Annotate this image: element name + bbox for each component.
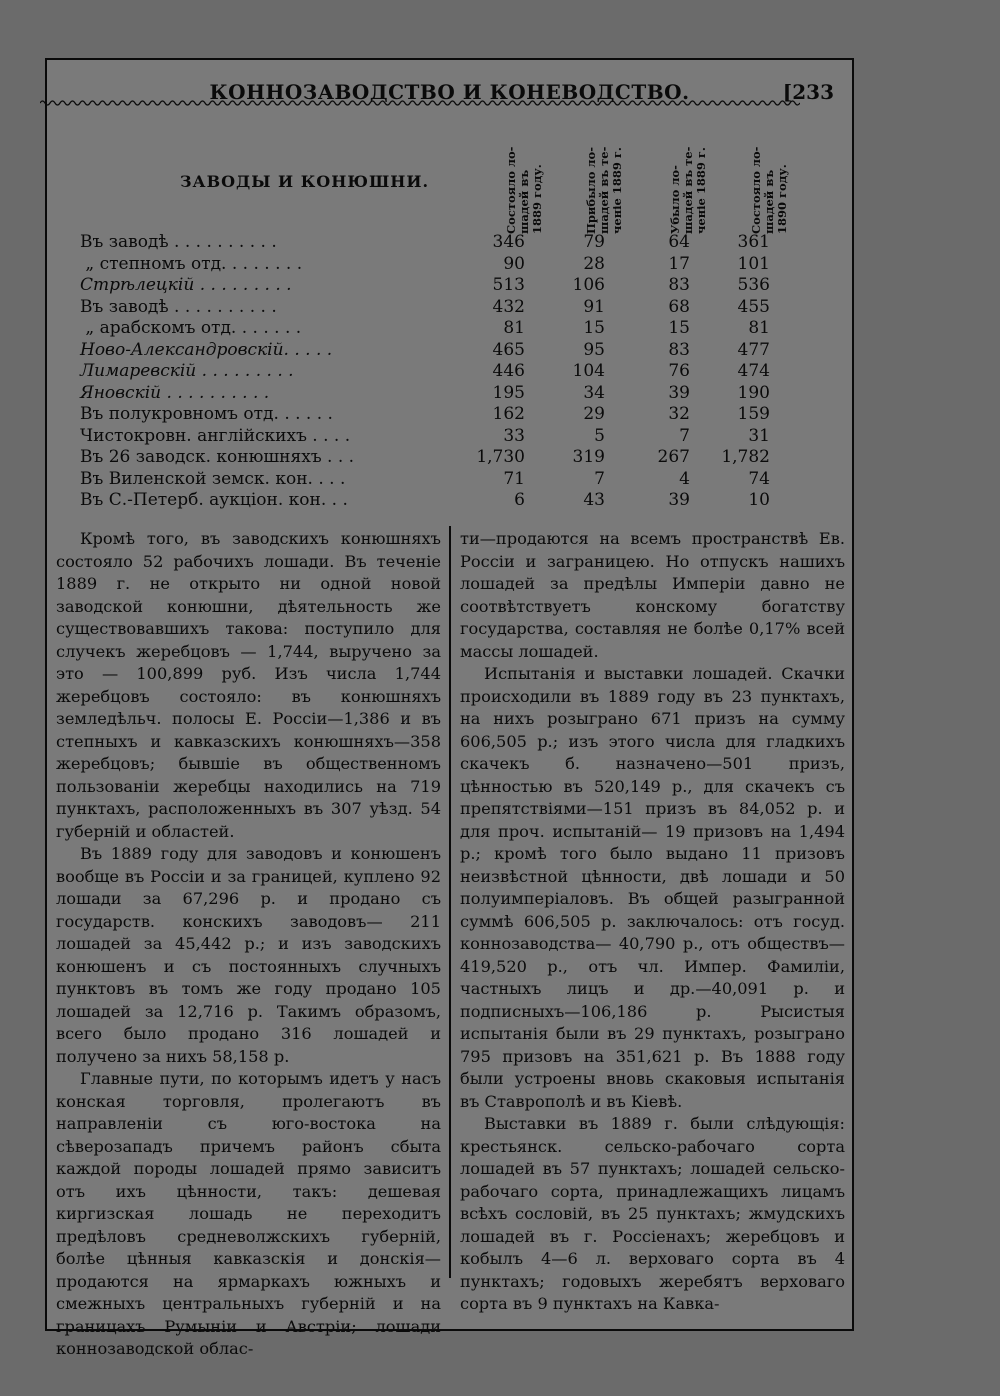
row-value: 7 — [679, 425, 690, 446]
row-value: 6 — [514, 490, 525, 510]
text-column-left — [56, 528, 441, 1361]
table-row — [80, 340, 800, 362]
row-value: 90 — [503, 253, 525, 274]
row-value: 536 — [737, 275, 770, 295]
table-row — [80, 232, 800, 254]
row-value: 267 — [657, 447, 690, 467]
row-value: 79 — [583, 232, 605, 252]
paragraph: Въ 1889 году для заводовъ и конюшенъ вообще въ Россіи и за границей, куплено 92 лошади за 67,296 р. и продано съ государств. конскихъ заводовъ— 211 лошадей за 45,442 р.; и изъ заводскихъ конюшенъ и съ постоянныхъ случныхъ пунктовъ въ томъ же году продано 105 лошадей за 12,716 р. Такимъ образомъ, всего было продано 316 лошадей и получено за нихъ 58,158 р. — [56, 844, 441, 1066]
row-name: „ арабскомъ отд. . . . . . . — [80, 318, 302, 338]
row-value: 7 — [594, 468, 605, 489]
row-name: Ново-Александровскій. . . . . — [80, 339, 333, 360]
row-value: 10 — [748, 490, 770, 510]
table-header — [40, 112, 800, 232]
row-value: 4 — [679, 468, 690, 489]
row-value: 43 — [583, 490, 605, 510]
table-row — [80, 447, 800, 469]
table-row — [80, 404, 800, 426]
row-value: 15 — [668, 318, 690, 338]
page-number: [233 — [782, 80, 834, 104]
table-row — [80, 275, 800, 297]
row-value: 190 — [737, 382, 770, 403]
row-value: 361 — [737, 232, 770, 252]
table-row — [80, 490, 800, 512]
paragraph: Выставки въ 1889 г. были слѣдующія: крестьянск. сельско-рабочаго сорта лошадей въ 57 пунктахъ; лошадей сельско-рабочаго сорта, принадлежащихъ лицамъ всѣхъ сословій, въ 25 пунктахъ; жмудскихъ лошадей въ г. Россіенахъ; жеребцовъ и кобылъ 4—6 л. верховаго сорта въ 4 пунктахъ; годовыхъ жеребятъ верховаго сорта въ 9 пунктахъ на Кавка- — [460, 1114, 845, 1313]
table-body — [80, 232, 800, 512]
row-value: 29 — [583, 404, 605, 424]
column-divider — [449, 526, 451, 1278]
row-name: Чистокровн. англійскихъ . . . . — [80, 425, 351, 446]
row-name: Лимаревскій . . . . . . . . . — [80, 361, 294, 381]
row-name: „ степномъ отд. . . . . . . . — [80, 253, 303, 274]
table-label: ЗАВОДЫ И КОНЮШНИ. — [180, 172, 430, 191]
row-value: 5 — [594, 425, 605, 446]
row-value: 513 — [492, 275, 525, 295]
row-value: 31 — [748, 425, 770, 446]
row-name: Яновскій . . . . . . . . . . — [80, 382, 270, 403]
table-row — [80, 318, 800, 340]
row-value: 83 — [668, 275, 690, 295]
row-value: 71 — [503, 468, 525, 489]
row-value: 81 — [748, 318, 770, 338]
row-value: 17 — [668, 253, 690, 274]
page-title: КОННОЗАВОДСТВО И КОНЕВОДСТВО. — [209, 80, 690, 104]
column-header-2: Прибыло ло- шадей въ те- ченіе 1889 г. — [584, 146, 624, 234]
text-column-right — [460, 528, 845, 1316]
row-value: 32 — [668, 404, 690, 424]
row-value: 64 — [668, 232, 690, 252]
row-value: 1,782 — [721, 447, 770, 467]
row-name: Въ 26 заводск. конюшняхъ . . . — [80, 447, 355, 467]
table-row — [80, 426, 800, 448]
row-value: 33 — [503, 425, 525, 446]
row-value: 81 — [503, 318, 525, 338]
row-name: Въ заводѣ . . . . . . . . . . — [80, 232, 277, 252]
row-value: 39 — [668, 382, 690, 403]
column-header-4: Состояло ло- шадей въ 1890 году. — [749, 146, 789, 234]
row-value: 159 — [737, 404, 770, 424]
row-value: 74 — [748, 468, 770, 489]
paragraph: Испытанія и выставки лошадей. Скачки происходили въ 1889 году въ 23 пунктахъ, на нихъ розыграно 671 призъ на сумму 606,505 р.; изъ этого числа для гладкихъ скачекъ б. назначено—501 призъ, цѣнностью въ 520,149 р., для скачекъ съ препятствіями—151 призъ въ 84,052 р. и для проч. испытаній— 19 призовъ на 1,494 р.; кромѣ того было выдано 11 призовъ неизвѣстной цѣнности, двѣ лошади и 50 полуимперіаловъ. Въ общей разыгранной суммѣ 606,505 р. заключалось: отъ госуд. коннозаводства— 40,790 р., отъ обществъ—419,520 р., отъ чл. Импер. Фамиліи, частныхъ лицъ и др.—40,091 р. и подписныхъ—106,186 р. Рысистыя испытанія были въ 29 пунктахъ, розыграно 795 призовъ на 351,621 р. Въ 1888 году были устроены вновь скаковыя испытанія въ Ставрополѣ и въ Кіевѣ. — [460, 664, 845, 1111]
table-row — [80, 383, 800, 405]
row-value: 195 — [492, 382, 525, 403]
row-value: 474 — [737, 361, 770, 381]
row-value: 39 — [668, 490, 690, 510]
table-row — [80, 297, 800, 319]
row-value: 76 — [668, 361, 690, 381]
row-value: 455 — [737, 296, 770, 317]
row-value: 346 — [492, 232, 525, 252]
row-value: 91 — [583, 296, 605, 317]
row-value: 162 — [492, 404, 525, 424]
table-row — [80, 254, 800, 276]
table-row — [80, 469, 800, 491]
row-value: 465 — [492, 339, 525, 360]
row-value: 106 — [572, 275, 605, 295]
row-value: 68 — [668, 296, 690, 317]
row-value: 432 — [492, 296, 525, 317]
row-name: Въ С.-Петерб. аукціон. кон. . . — [80, 490, 348, 510]
paragraph: Кромѣ того, въ заводскихъ конюшняхъ состояло 52 рабочихъ лошади. Въ теченіе 1889 г. не открыто ни одной новой заводской конюшни, дѣятельность же существовавшихъ такова: поступило для случекъ жеребцовъ — 1,744, выручено за это — 100,899 руб. Изъ числа 1,744 жеребцовъ состояло: въ конюшняхъ земледѣльч. полосы Е. Россіи—1,386 и въ степныхъ и кавказскихъ конюшняхъ—358 жеребцовъ; бывшіе въ общественномъ пользованіи жеребцы находились на 719 пунктахъ, расположенныхъ въ 307 уѣзд. 54 губерній и областей. — [56, 529, 441, 841]
column-header-1: Состояло ло- шадей въ 1889 году. — [504, 146, 544, 234]
wavy-rule — [40, 98, 800, 108]
row-value: 28 — [583, 253, 605, 274]
row-value: 83 — [668, 339, 690, 360]
row-name: Въ Виленской земск. кон. . . . — [80, 468, 346, 489]
table-row — [80, 361, 800, 383]
row-name: Въ полукровномъ отд. . . . . . — [80, 404, 333, 424]
row-value: 446 — [492, 361, 525, 381]
row-value: 95 — [583, 339, 605, 360]
row-value: 319 — [572, 447, 605, 467]
paragraph: ти—продаются на всемъ пространствѣ Ев. Россіи и заграницею. Но отпускъ нашихъ лошадей за предѣлы Имперіи давно не соотвѣтствуетъ конскому богатству государства, составляя не болѣе 0,17% всей массы лошадей. — [460, 529, 845, 661]
row-value: 1,730 — [476, 447, 525, 467]
row-value: 34 — [583, 382, 605, 403]
row-value: 104 — [572, 361, 605, 381]
column-header-3: Убыло ло- шадей въ те- ченіе 1889 г. — [668, 146, 708, 234]
row-value: 15 — [583, 318, 605, 338]
paragraph: Главные пути, по которымъ идетъ у насъ конская торговля, пролегаютъ въ направленіи съ юго-востока на сѣверозападъ причемъ районъ сбыта каждой породы лошадей прямо зависитъ отъ ихъ цѣнности, такъ: дешевая киргизская лошадь не переходитъ предѣловъ средневолжскихъ губерній, болѣе цѣнныя кавказскія и донскія—продаются на ярмаркахъ южныхъ и смежныхъ центральныхъ губерній и на границахъ Румыніи и Австріи; лошади коннозаводской облас- — [56, 1069, 441, 1358]
row-value: 477 — [737, 339, 770, 360]
row-value: 101 — [737, 253, 770, 274]
row-name: Стрѣлецкій . . . . . . . . . — [80, 275, 292, 295]
row-name: Въ заводѣ . . . . . . . . . . — [80, 296, 277, 317]
